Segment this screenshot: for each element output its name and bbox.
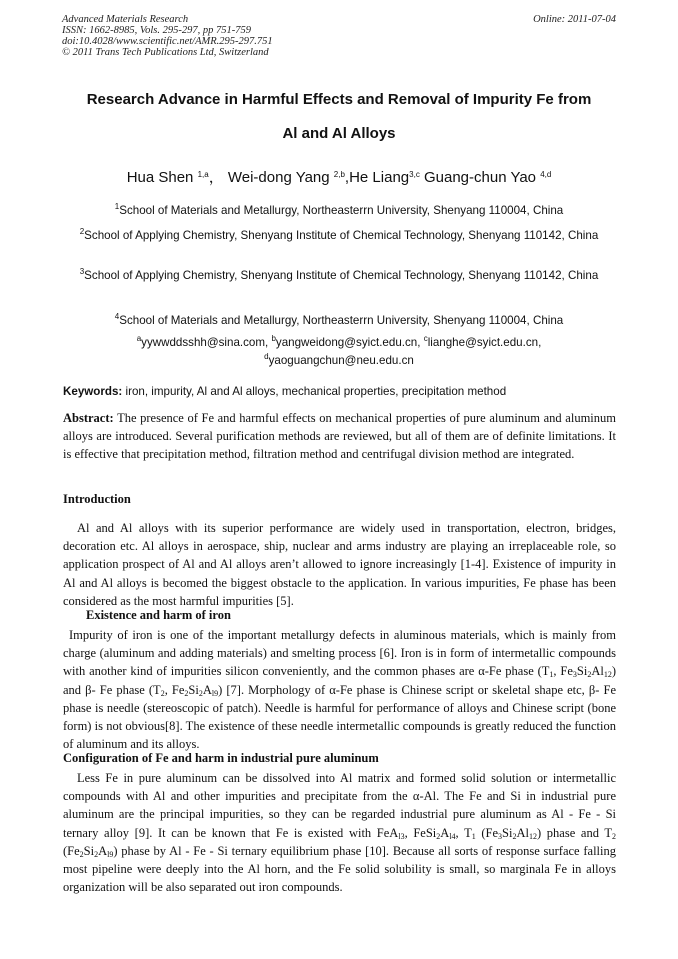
- online-date: Online: 2011-07-04: [533, 14, 616, 25]
- subscript: 2: [94, 849, 99, 859]
- text-run: A: [202, 682, 212, 697]
- author-list: [40, 166, 638, 187]
- abstract: [63, 409, 616, 464]
- author-sep: ,: [344, 169, 350, 186]
- text-run: Si: [576, 664, 588, 679]
- subscript: 2: [612, 831, 616, 841]
- text-run: A: [440, 825, 450, 840]
- abstract-label: Abstract:: [63, 411, 114, 425]
- email-sup: a: [136, 334, 142, 343]
- affiliation-text: School of Materials and Metallurgy, Northeasterrn University, Shenyang 110004, China: [119, 204, 564, 217]
- keywords-label: Keywords:: [63, 385, 123, 398]
- author-name: He Liang: [349, 169, 410, 186]
- author-sep: ，: [208, 169, 228, 186]
- affiliation: [70, 226, 608, 246]
- text-run: , Fe: [164, 682, 185, 697]
- keywords: [63, 385, 616, 398]
- author-sup: 4,d: [540, 170, 552, 179]
- email-sup: b: [271, 334, 276, 343]
- journal-header: [62, 14, 273, 58]
- journal-name: Advanced Materials Research: [62, 14, 189, 25]
- email-address[interactable]: lianghe@syict.edu.cn,: [427, 336, 542, 349]
- subscript: l3: [398, 831, 405, 841]
- section-heading-configuration: Configuration of Fe and harm in industrial pure aluminum: [63, 751, 379, 765]
- paper-title-line-1: Research Advance in Harmful Effects and Removal of Impurity Fe from: [86, 91, 592, 108]
- text-run: , FeSi: [404, 825, 437, 840]
- affiliation: [70, 266, 608, 286]
- text-run: Si: [502, 825, 513, 840]
- text-run: ) phase by Al - Fe - Si ternary equilibrium phase [10]. Because all sorts of response surface falling most pipeline were deeply into the Al horn, and the Fe solid solubility is small, so marginala Fe in alloys organization will be also separated out iron compounds.: [63, 843, 616, 895]
- email-address[interactable]: yaoguangchun@neu.edu.cn: [268, 354, 414, 367]
- subscript: 3: [572, 670, 577, 680]
- affiliation-text: School of Materials and Metallurgy, Northeasterrn University, Shenyang 110004, China: [119, 314, 564, 327]
- affiliation-text: School of Applying Chemistry, Shenyang Institute of Chemical Technology, Shenyang 110142, China: [84, 229, 599, 242]
- abstract-text: The presence of Fe and harmful effects on mechanical properties of pure aluminum and aluminum alloys are introduced. Several purification methods are reviewed, but all of them are of definite limitations. It is effective that precipitation method, filtration method and centrifugal division method are integrated.: [63, 411, 616, 462]
- subscript: 2: [79, 849, 84, 859]
- paper-title-line-2: Al and Al Alloys: [282, 125, 396, 142]
- subscript: 2: [436, 831, 441, 841]
- text-run: Less Fe in pure aluminum can be dissolved into Al matrix and formed solid solution or intermetallic compounds with Al and other impurities and precipitate from the α-Al. The Fe and Si in industrial pure aluminum are the principal impurities, so they can be regarded industrial pure aluminum as Al - Fe - Si ternary alloy [9]. It can be known that Fe is existed with FeA: [63, 771, 616, 840]
- subscript: l4: [449, 831, 456, 841]
- text-run: Impurity of iron is one of the important metallurgy defects in aluminous materials, which is mainly from charge (aluminum and adding materials) and smelting process [6]. Iron is in form of intermetallic compounds with another kind of impurities silicon conveniently, and the common phases are α-Fe phase (T: [63, 628, 616, 679]
- author-sup: 1,a: [197, 170, 209, 179]
- affiliation-number: 4: [114, 312, 120, 321]
- section-heading-introduction: Introduction: [63, 492, 131, 506]
- text-run: (Fe: [63, 843, 80, 858]
- affiliation-text: School of Applying Chemistry, Shenyang Institute of Chemical Technology, Shenyang 110142, China: [84, 269, 599, 282]
- existence-paragraph: [63, 626, 616, 753]
- subscript: 2: [198, 688, 203, 698]
- introduction-paragraph: Al and Al alloys with its superior performance are widely used in transportation, electron, bridges, decoration etc. Al alloys in aerospace, ship, nuclear and arms industry are playing an irreplaceable role, so application prospect of Al and Al alloys aren’t allowed to ignore increasingly [1-4]. Existence of impurity in Al and Al alloys is becomed the biggest obstacle to the application. In various impurities, Fe phase has been considered as the most harmful impurities [5].: [63, 521, 616, 608]
- author-sup: 2,b: [333, 170, 345, 179]
- email-sup: c: [423, 334, 428, 343]
- affiliation: [70, 201, 608, 221]
- email-address[interactable]: yangweidong@syict.edu.cn,: [275, 336, 424, 349]
- email-address[interactable]: yywwddsshh@sina.com,: [141, 336, 272, 349]
- section-heading-existence: Existence and harm of iron: [86, 608, 231, 622]
- affiliation: [70, 311, 608, 331]
- subscript: 12: [603, 670, 612, 680]
- subscript: 1: [471, 831, 476, 841]
- author-name: Wei-dong Yang: [227, 169, 334, 186]
- email-sup: d: [264, 352, 269, 361]
- subscript: 2: [512, 831, 517, 841]
- subscript: 12: [528, 831, 537, 841]
- text-run: , T: [455, 825, 472, 840]
- text-run: ) [7]. Morphology of α-Fe phase is Chinese script or skeletal shape etc, β- Fe phase is needle (stereoscopic of patch). Needle is harmful for performance of alloys and Chinese script (bone form) is not obvious[8]. The existence of these needle intermetallic compounds is greatly reduced the function of aluminum and its alloys.: [63, 682, 616, 752]
- issn-line: ISSN: 1662-8985, Vols. 295-297, pp 751-759: [62, 25, 251, 36]
- text-run: A: [98, 843, 108, 858]
- text-run: Si: [188, 682, 199, 697]
- author-sup: 3,c: [409, 170, 420, 179]
- text-run: Si: [83, 843, 95, 858]
- configuration-paragraph: [63, 769, 616, 896]
- text-run: , Fe: [553, 664, 573, 679]
- subscript: 2: [160, 688, 165, 698]
- subscript: 2: [184, 688, 189, 698]
- text-run: (Fe: [475, 825, 499, 840]
- author-name: Guang-chun Yao: [423, 169, 541, 186]
- affiliation-number: 2: [79, 227, 85, 236]
- text-run: Al: [516, 825, 529, 840]
- subscript: 1: [549, 670, 554, 680]
- doi-line: doi:10.4028/www.scientific.net/AMR.295-297.751: [62, 36, 273, 47]
- text-run: ) phase and T: [536, 825, 612, 840]
- subscript: 2: [587, 670, 592, 680]
- subscript: l9: [107, 849, 114, 859]
- subscript: l9: [211, 688, 219, 698]
- author-name: Hua Shen: [126, 169, 198, 186]
- copyright-line: © 2011 Trans Tech Publications Ltd, Switzerland: [62, 47, 269, 58]
- author-emails: [70, 334, 608, 370]
- affiliation-number: 3: [79, 267, 85, 276]
- keywords-text: iron, impurity, Al and Al alloys, mechanical properties, precipitation method: [122, 385, 507, 398]
- affiliation-number: 1: [114, 202, 120, 211]
- subscript: 3: [498, 831, 503, 841]
- text-run: ) and β- Fe phase (T: [63, 664, 617, 697]
- text-run: Al: [591, 664, 604, 679]
